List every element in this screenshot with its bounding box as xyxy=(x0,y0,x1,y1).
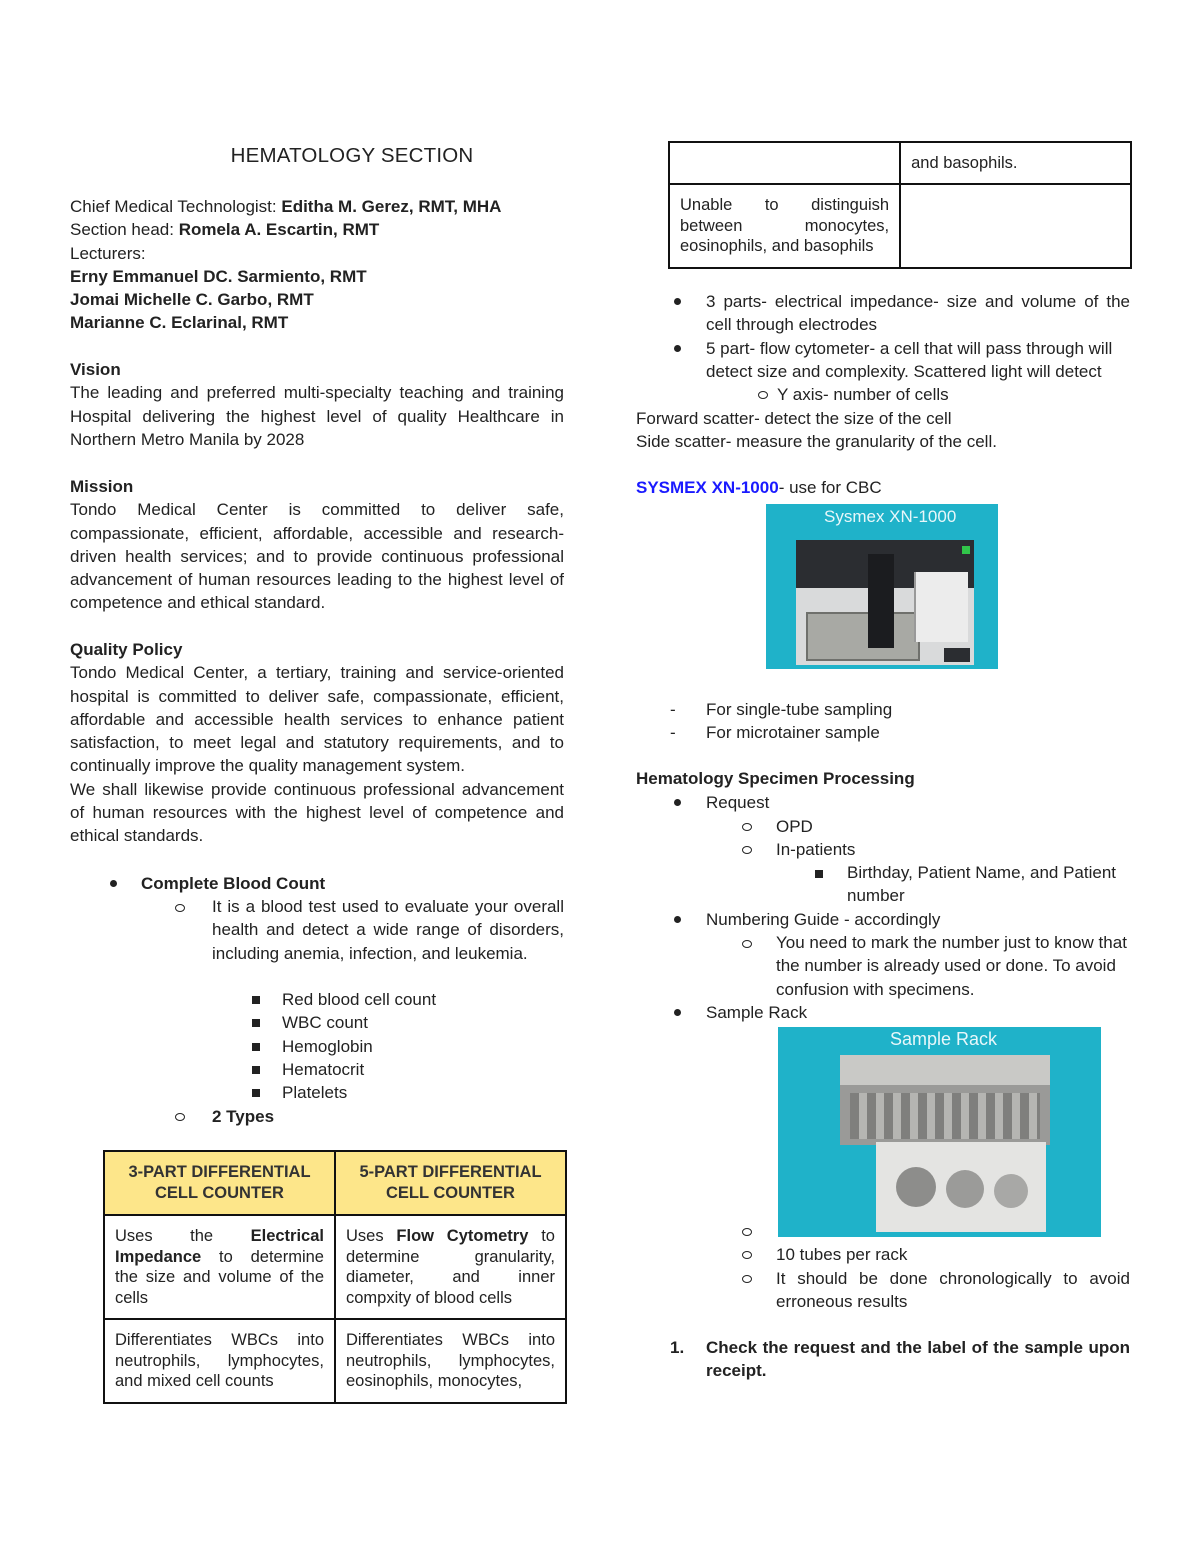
bullet-square-icon xyxy=(252,1066,260,1074)
vision-heading: Vision xyxy=(70,360,121,379)
table-header-5part: 5-PART DIFFERENTIAL CELL COUNTER xyxy=(335,1151,566,1215)
analyzer-photo xyxy=(796,540,974,665)
table-cell: Differentiates WBCs into neutrophils, lymphocytes, eosinophils, monocytes, xyxy=(335,1319,566,1403)
bullet-dot-icon xyxy=(110,880,117,887)
bullet-circle-icon xyxy=(742,846,752,854)
chief-label: Chief Medical Technologist: xyxy=(70,197,282,216)
rack-image-caption: Sample Rack xyxy=(890,1029,998,1049)
lecturer-3: Marianne C. Eclarinal, RMT xyxy=(70,313,289,333)
sample-rack-image xyxy=(778,1027,1101,1237)
differential-table-continued xyxy=(668,141,1132,269)
table-cell xyxy=(900,184,1131,268)
table-header-3part: 3-PART DIFFERENTIAL CELL COUNTER xyxy=(104,1151,335,1215)
bullet-circle-icon xyxy=(742,940,752,948)
table-cell: and basophils. xyxy=(900,142,1131,184)
mission-heading: Mission xyxy=(70,477,134,496)
bullet-circle-icon xyxy=(175,1113,185,1121)
forward-scatter: Forward scatter- detect the size of the cell xyxy=(636,409,952,428)
bullet-dot-icon xyxy=(674,916,681,923)
bullet-square-icon xyxy=(252,1089,260,1097)
table-cell: Unable to distinguish between monocytes, eosinophils, and basophils xyxy=(669,184,900,268)
chief-name: Editha M. Gerez, RMT, MHA xyxy=(281,197,502,216)
numbering-item: Numbering Guide - accordingly xyxy=(706,910,941,929)
head-name: Romela A. Escartin, RMT xyxy=(178,220,380,240)
bullet-square-icon xyxy=(252,996,260,1004)
cbc-item: Platelets xyxy=(282,1083,348,1103)
quality-heading: Quality Policy xyxy=(70,640,183,659)
dash-icon: - xyxy=(670,700,676,719)
cbc-items xyxy=(252,988,552,1104)
lecturer-1: Erny Emmanuel DC. Sarmiento, RMT xyxy=(70,266,367,286)
quality-section xyxy=(70,638,564,848)
lecturer-2: Jomai Michelle C. Garbo, RMT xyxy=(70,290,314,310)
bullet-circle-icon xyxy=(175,904,185,912)
vision-text: The leading and preferred multi-specialty teaching and training Hospital delivering the highest level of quality Healthcare in Northern Metro Manila by 2028 xyxy=(70,383,564,449)
inpatients-item: In-patients xyxy=(776,840,856,859)
parts-5: 5 part- flow cytometer- a cell that will pass through will detect size and complexity. Scattered light will detect xyxy=(706,339,1113,382)
sysmex-suffix: - use for CBC xyxy=(778,478,882,497)
rack-sub-1: 10 tubes per rack xyxy=(776,1245,908,1264)
parts-3: 3 parts- electrical impedance- size and volume of the cell through electrodes xyxy=(706,292,1130,335)
differential-table xyxy=(103,1150,567,1404)
sysmex-item: For single-tube sampling xyxy=(706,700,893,719)
sysmex-image xyxy=(766,504,998,669)
bullet-square-icon xyxy=(252,1043,260,1051)
vision-section xyxy=(70,358,564,451)
bullet-dot-icon xyxy=(674,1009,681,1016)
table-cell xyxy=(669,142,900,184)
cbc-item: Hematocrit xyxy=(282,1059,365,1079)
table-cell: Uses the Electrical Impedance to determine the size and volume of the cells xyxy=(104,1215,335,1319)
bullet-circle-icon xyxy=(758,391,768,399)
head-label: Section head: xyxy=(70,220,179,240)
page-title: HEMATOLOGY SECTION xyxy=(230,144,474,167)
bullet-square-icon xyxy=(252,1019,260,1027)
cbc-types: 2 Types xyxy=(212,1107,275,1126)
sysmex-item: For microtainer sample xyxy=(706,723,880,743)
bullet-dot-icon xyxy=(674,298,681,305)
bullet-circle-icon xyxy=(742,1228,752,1236)
side-scatter: Side scatter- measure the granularity of the cell. xyxy=(636,432,997,451)
table-cell: Differentiates WBCs into neutrophils, lymphocytes, and mixed cell counts xyxy=(104,1319,335,1403)
birthday-item: Birthday, Patient Name, and Patient number xyxy=(847,863,1117,906)
mission-section xyxy=(70,475,564,615)
processing-heading: Hematology Specimen Processing xyxy=(636,769,915,788)
rack-photo-bottom xyxy=(876,1142,1046,1232)
step-number: 1. xyxy=(670,1338,685,1357)
sysmex-items xyxy=(670,698,1110,745)
bullet-dot-icon xyxy=(674,799,681,806)
request-item: Request xyxy=(706,793,770,812)
quality-text-1: Tondo Medical Center, a tertiary, training and service-oriented hospital is committed to deliver safe, compassionate, efficient, affordable and accessible health services to enhance patient satisfaction, to meet legal and statutory requirements, and to continually improve the quality management system. xyxy=(70,663,564,776)
rack-item: Sample Rack xyxy=(706,1003,808,1022)
cbc-item: WBC count xyxy=(282,1013,368,1033)
y-axis: Y axis- number of cells xyxy=(777,385,949,404)
table-cell: Uses Flow Cytometry to determine granularity, diameter, and inner compxity of blood cells xyxy=(335,1215,566,1319)
mission-text: Tondo Medical Center is committed to deliver safe, compassionate, efficient, affordable, accessible and research-driven health services; and to provide continuous professional advancement of human resources leading to the highest level of competence and ethical standard. xyxy=(70,500,564,613)
cbc-item: Red blood cell count xyxy=(282,990,437,1009)
sysmex-line xyxy=(636,476,1130,499)
cbc-heading: Complete Blood Count xyxy=(141,874,326,893)
bullet-square-icon xyxy=(815,870,823,878)
quality-text-2: We shall likewise provide continuous professional advancement of human resources with the highest level of competence and ethical standards. xyxy=(70,779,564,846)
numbering-sub: You need to mark the number just to know that the number is already used or done. To avoid confusion with specimens. xyxy=(776,933,1127,999)
dash-icon: - xyxy=(670,723,676,743)
staff-block xyxy=(70,195,564,335)
bullet-circle-icon xyxy=(742,1251,752,1259)
lecturers-label: Lecturers: xyxy=(70,243,146,263)
cbc-description: It is a blood test used to evaluate your overall health and detect a wide range of disorders, including anemia, infection, and leukemia. xyxy=(212,897,564,963)
sysmex-image-caption: Sysmex XN-1000 xyxy=(824,507,957,526)
sysmex-name: SYSMEX XN-1000 xyxy=(636,478,779,497)
opd-item: OPD xyxy=(776,817,813,836)
rack-sub-2: It should be done chronologically to avoid erroneous results xyxy=(776,1269,1130,1312)
rack-photo-top xyxy=(840,1055,1050,1145)
bullet-circle-icon xyxy=(742,1275,752,1283)
cbc-item: Hemoglobin xyxy=(282,1036,373,1056)
bullet-circle-icon xyxy=(742,823,752,831)
bullet-dot-icon xyxy=(674,345,681,352)
step-1: Check the request and the label of the sample upon receipt. xyxy=(706,1338,1130,1381)
